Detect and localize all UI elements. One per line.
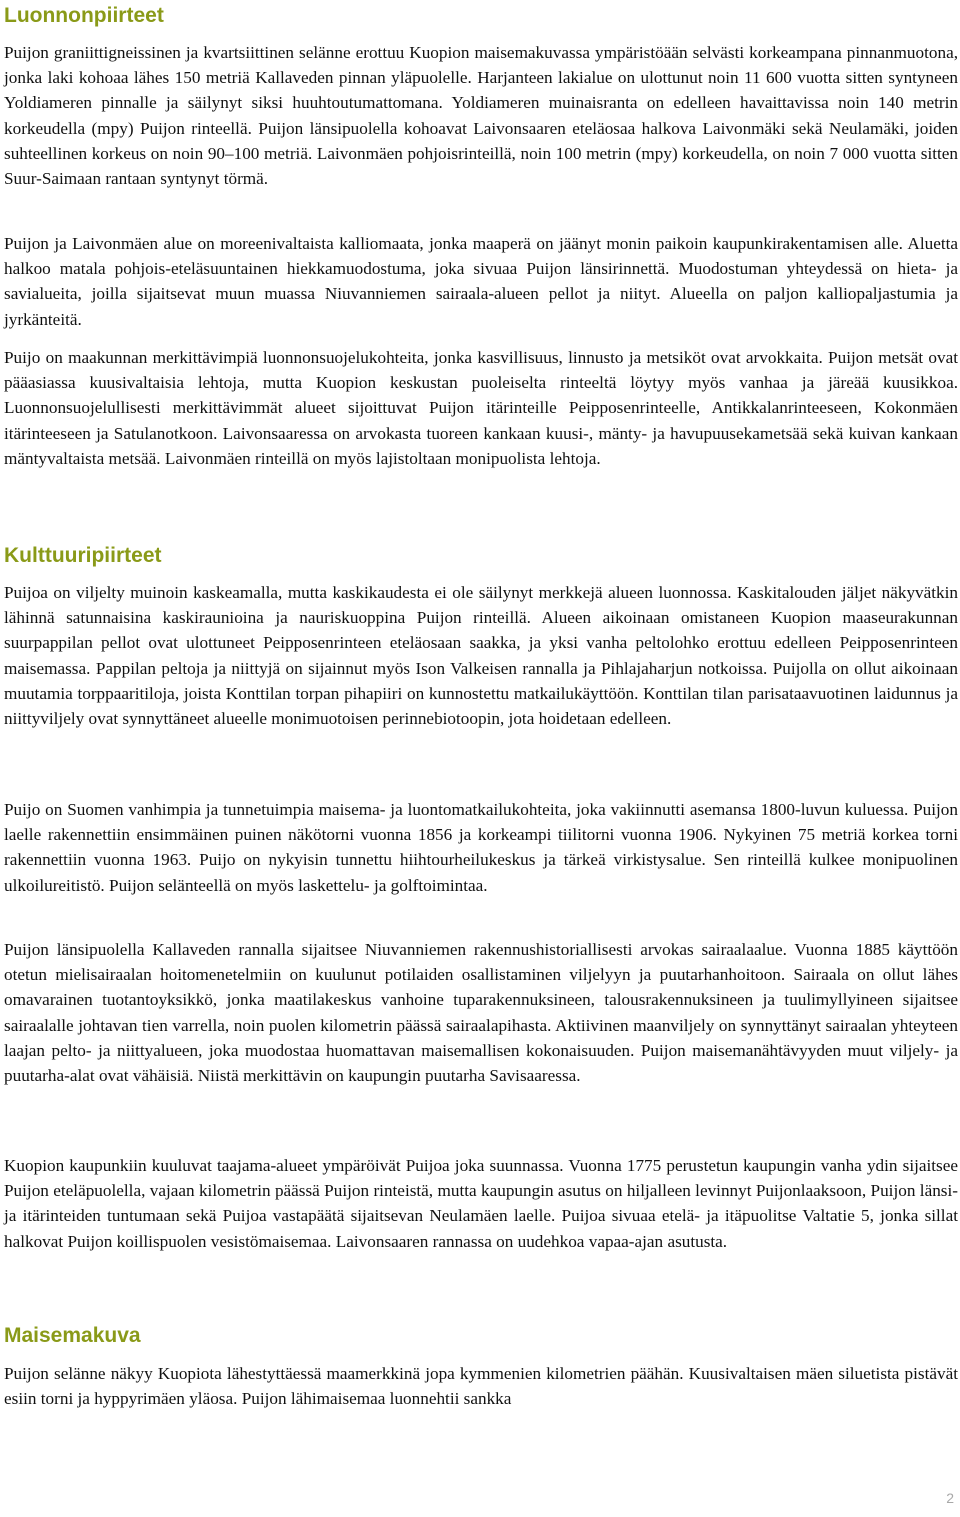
section-heading-kulttuuripiirteet: Kulttuuripiirteet xyxy=(4,544,162,567)
paragraph: Puijon graniittigneissinen ja kvartsiittinen selänne erottuu Kuopion maisemakuvassa ympäristöään selvästi korkeampana pinnanmuotona, jonka laki kohoaa lähes 150 metriä Kallaveden pinnan yläpuolelle. Harjanteen lakialue on ulottunut noin 11 600 vuotta sitten syntyneen Yoldiameren pinnalle ja säilynyt siksi huuhtoutumattomana. Yoldiameren muinaisranta on edelleen havaittavissa noin 140 metrin korkeudella (mpy) Puijon rinteellä. Puijon länsipuolella kohoavat Laivonsaaren eteläosaa halkova Laivonmäki sekä Neulamäki, joiden suhteellinen korkeus on noin 90–100 metriä. Laivonmäen pohjoisrinteillä, noin 100 metrin (mpy) korkeudella, on noin 7 000 vuotta sitten Suur-Saimaan rantaan syntynyt törmä. xyxy=(4,43,958,189)
section-heading-maisemakuva: Maisemakuva xyxy=(4,1324,141,1347)
paragraph: Puijon ja Laivonmäen alue on moreenivaltaista kalliomaata, jonka maaperä on jäänyt monin paikoin kaupunkirakentamisen alle. Aluetta halkoo matala pohjois-eteläsuuntainen hiekkamuodostuma, joka sivuaa Puijon länsirinnettä. Muodostuman yhteydessä on hieta- ja savialueita, joilla sijaitsevat muun muassa Niuvanniemen sairaala-alueen pellot ja niityt. Alueella on paljon kalliopaljastumia ja jyrkänteitä. xyxy=(4,234,958,329)
paragraph: Kuopion kaupunkiin kuuluvat taajama-alueet ympäröivät Puijoa joka suunnassa. Vuonna 1775 perustetun kaupungin vanha ydin sijaitsee Puijon eteläpuolella, vajaan kilometrin päässä Puijon rinteistä, mutta kaupungin asutus on hiljalleen levinnyt Puijonlaaksoon, Puijon länsi- ja itärinteiden tuntumaan sekä Puijoa vastapäätä sijaitsevan Neulamäen laelle. Puijoa sivuaa etelä- ja itäpuolitse Valtatie 5, jonka sillat halkovat Puijon koillispuolen vesistömaisemaa. Laivonsaaren rannassa on uudehkoa vapaa-ajan asutusta. xyxy=(4,1156,958,1251)
paragraph: Puijo on Suomen vanhimpia ja tunnetuimpia maisema- ja luontomatkailukohteita, joka vakiinnutti asemansa 1800-luvun kuluessa. Puijon laelle rakennettiin ensimmäinen puinen näkötorni vuonna 1856 ja korkeampi tiilitorni vuonna 1906. Nykyinen 75 metriä korkea torni rakennettiin vuonna 1963. Puijo on nykyisin tunnettu hiihtourheilukeskus ja tärkeä virkistysalue. Sen rinteillä kulkee monipuolinen ulkoilureitistö. Puijon selänteellä on myös laskettelu- ja golftoimintaa. xyxy=(4,800,958,895)
paragraph: Puijon selänne näkyy Kuopiota lähestyttäessä maamerkkinä jopa kymmenien kilometrien päähän. Kuusivaltaisen mäen siluetista pistävät esiin torni ja hyppyrimäen yläosa. Puijon lähimaisemaa luonnehtii sankka xyxy=(4,1364,958,1409)
paragraph: Puijoa on viljelty muinoin kaskeamalla, mutta kaskikaudesta ei ole säilynyt merkkejä alueen luonnossa. Kaskitalouden jäljet näkyvätkin lähinnä satunnaisina kaskiraunioina ja nauriskuoppina Puijon rinteillä. Alueen aikoinaan omistaneen Kuopion maaseurakunnan suurpappilan pellot ovat ulottuneet Peipposenrinteen eteläosaan saakka, ja yksi vanha peltolohko erottuu edelleen Peipposenrinteen maisemassa. Pappilan peltoja ja niittyjä on sijainnut myös Ison Valkeisen rannalla ja Pihlajaharjun notkoissa. Puijolla on ollut aikoinaan muutamia torppaaritiloja, joista Konttilan torpan pihapiiri on kunnostettu matkailukäyttöön. Konttilan tilan parisataavuotinen laidunnus ja niittyviljely ovat synnyttäneet alueelle monimuotoisen perinnebiotoopin, jota hoidetaan edelleen. xyxy=(4,583,958,729)
section-heading-luonnonpiirteet: Luonnonpiirteet xyxy=(4,4,164,27)
page-number: 2 xyxy=(946,1490,954,1506)
paragraph: Puijon länsipuolella Kallaveden rannalla sijaitsee Niuvanniemen rakennushistoriallisesti arvokas sairaalaalue. Vuonna 1885 käyttöön otetun mielisairaalan hoitomenetelmiin on kuulunut potilaiden osallistaminen viljelyyn ja puutarhanhoitoon. Sairaala on ollut lähes omavarainen tuotantoyksikkö, jonka maatilakeskus vanhoine tuparakennuksineen, talousrakennuksineen ja tuulimyllyineen sijaitsee sairaalalle johtavan tien varrella, noin puolen kilometrin päässä sairaalapihasta. Aktiivinen maanviljely on synnyttänyt sairaalan yhteyteen laajan pelto- ja niittyalueen, joka muodostaa huomattavan maisemallisen kokonaisuuden. Puijon maisemanähtävyyden muut viljely- ja puutarha-alat ovat vähäisiä. Niistä merkittävin on kaupungin puutarha Savisaaressa. xyxy=(4,940,958,1086)
paragraph: Puijo on maakunnan merkittävimpiä luonnonsuojelukohteita, jonka kasvillisuus, linnusto ja metsiköt ovat arvokkaita. Puijon metsät ovat pääasiassa kuusivaltaisia lehtoja, mutta Kuopion keskustan puoleiselta rinteeltä löytyy myös vanhaa ja järeää kuusikkoa. Luonnonsuojelullisesti merkittävimmät alueet sijoittuvat Puijon itärinteille Peipposenrinteelle, Antikkalanrinteeseen, Kokonmäen itärinteeseen ja Satulanotkoon. Laivonsaaressa on arvokasta tuoreen kankaan kuusi-, mänty- ja havupuusekametsää sekä kuivan kankaan mäntyvaltaista metsää. Laivonmäen rinteillä on myös lajistoltaan monipuolista lehtoja. xyxy=(4,348,958,468)
